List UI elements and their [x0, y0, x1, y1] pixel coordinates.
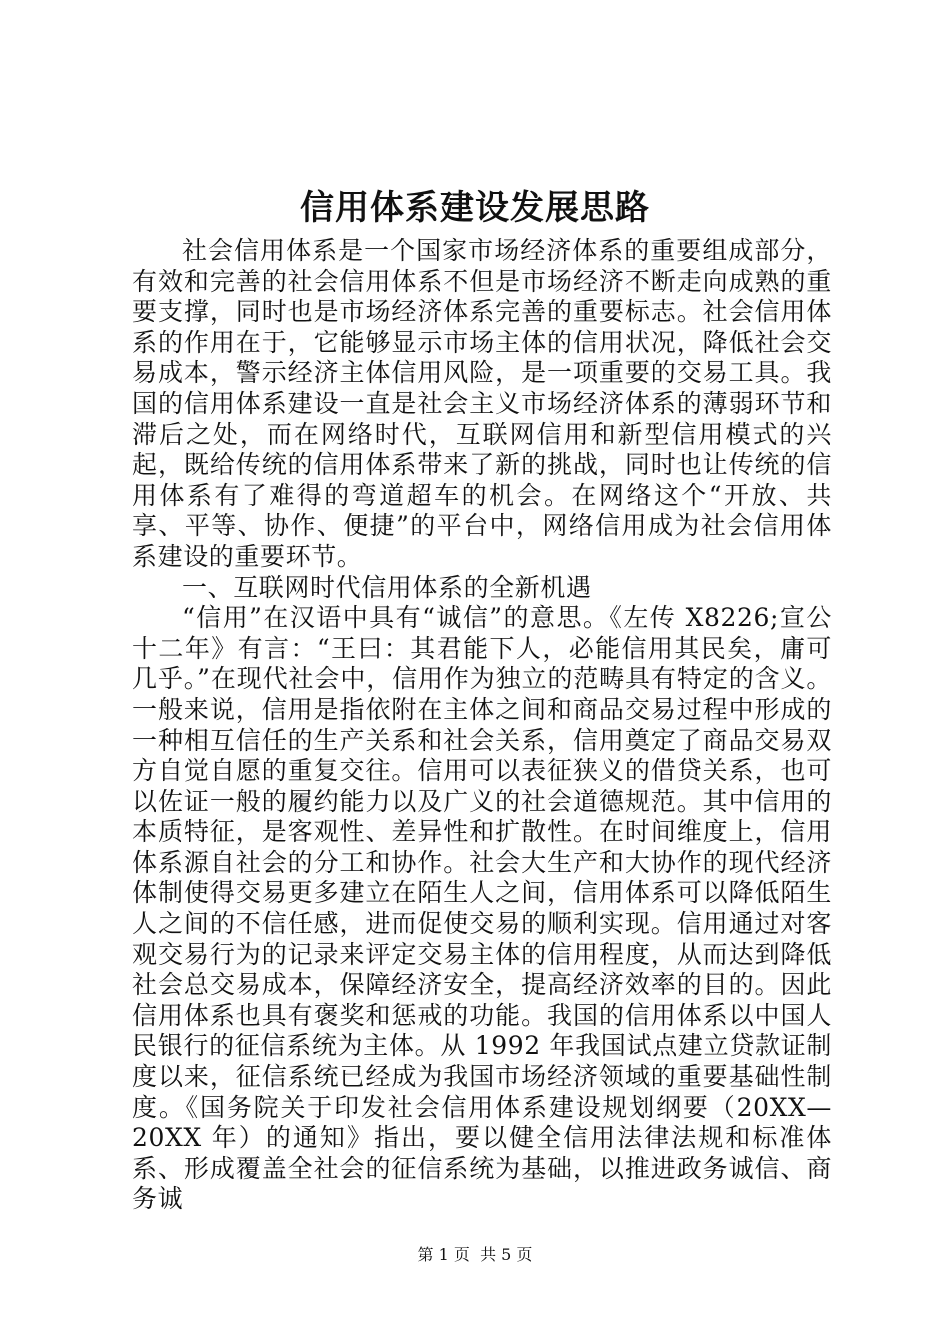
- document-title: 信用体系建设发展思路: [300, 188, 650, 228]
- document-body: [132, 236, 832, 1215]
- page-total: 共 5 页: [480, 1245, 533, 1264]
- section-heading: 一、互联网时代信用体系的全新机遇: [182, 572, 592, 602]
- page-footer: [0, 1245, 950, 1265]
- body-paragraph-intro: 社会信用体系是一个国家市场经济体系的重要组成部分，有效和完善的社会信用体系不但是市场经济不断走向成熟的重要支撑，同时也是市场经济体系完善的重要标志。社会信用体系的作用在于，它能够显示市场主体的信用状况，降低社会交易成本，警示经济主体信用风险，是一项重要的交易工具。我国的信用体系建设一直是社会主义市场经济体系的薄弱环节和滞后之处，而在网络时代，互联网信用和新型信用模式的兴起，既给传统的信用体系带来了新的挑战，同时也让传统的信用体系有了难得的弯道超车的机会。在网络这个“开放、共享、平等、协作、便捷”的平台中，网络信用成为社会信用体系建设的重要环节。: [132, 236, 832, 571]
- page-number: 第 1 页: [417, 1245, 470, 1264]
- body-paragraph-credit: “信用”在汉语中具有“诚信”的意思。《左传 X8226;宣公十二年》有言：“王曰：其君能下人，必能信用其民矣，庸可几乎。”在现代社会中，信用作为独立的范畴具有特定的含义。一般来说，信用是指依附在主体之间和商品交易过程中形成的一种相互信任的生产关系和社会关系，信用奠定了商品交易双方自觉自愿的重复交往。信用可以表征狭义的借贷关系，也可以佐证一般的履约能力以及广义的社会道德规范。其中信用的本质特征，是客观性、差异性和扩散性。在时间维度上，信用体系源自社会的分工和协作。社会大生产和大协作的现代经济体制使得交易更多建立在陌生人之间，信用体系可以降低陌生人之间的不信任感，进而促使交易的顺利实现。信用通过对客观交易行为的记录来评定交易主体的信用程度，从而达到降低社会总交易成本，保障经济安全，提高经济效率的目的。因此信用体系也具有褒奖和惩戒的功能。我国的信用体系以中国人民银行的征信系统为主体。从 1992 年我国试点建立贷款证制度以来，征信系统已经成为我国市场经济领域的重要基础性制度。《国务院关于印发社会信用体系建设规划纲要（20XX—20XX 年）的通知》指出，要以健全信用法律法规和标准体系、形成覆盖全社会的征信系统为基础，以推进政务诚信、商务诚: [132, 603, 832, 1214]
